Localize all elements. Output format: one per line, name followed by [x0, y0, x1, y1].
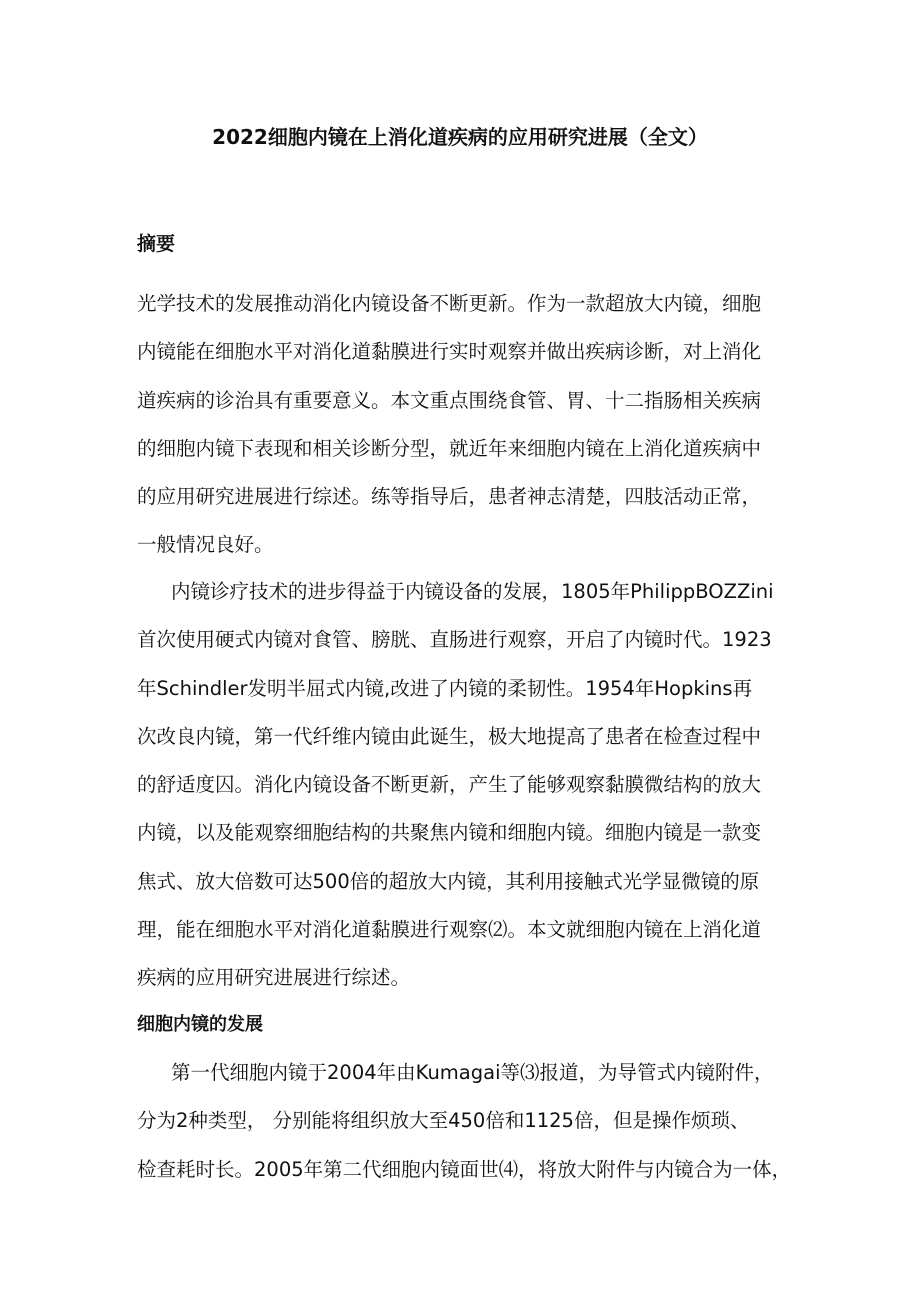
text-line: 首次使用硬式内镜对食管、膀胱、直肠进行观察，开启了内镜时代。1923: [137, 628, 772, 652]
intro-paragraph: [137, 568, 797, 1003]
text-line: 一般情况良好。: [137, 533, 274, 557]
section-heading: 细胞内镜的发展: [137, 1014, 263, 1035]
abstract-paragraph: [137, 280, 797, 570]
text-line: 的舒适度囚。消化内镜设备不断更新，产生了能够观察黏膜微结构的放大: [137, 773, 762, 797]
text-line: 内镜能在细胞水平对消化道黏膜进行实时观察并做出疾病诊断，对上消化: [137, 340, 762, 364]
text-line: 理，能在细胞水平对消化道黏膜进行观察⑵。本文就细胞内镜在上消化道: [137, 918, 762, 942]
text-line: 疾病的应用研究进展进行综述。: [137, 966, 411, 990]
document-title: 2022细胞内镜在上消化道疾病的应用研究进展（全文）: [212, 125, 708, 149]
text-line: 内镜，以及能观察细胞结构的共聚焦内镜和细胞内镜。细胞内镜是一款变: [137, 821, 762, 845]
text-line: 次改良内镜，第一代纤维内镜由此诞生，极大地提高了患者在检查过程中: [137, 724, 762, 748]
text-line: 的应用研究进展进行综述。练等指导后，患者神志清楚，四肢活动正常，: [137, 485, 762, 509]
text-line: 第一代细胞内镜于2004年由Kumagai等⑶报道，为导管式内镜附件，: [171, 1061, 774, 1084]
abstract-heading: 摘要: [137, 233, 176, 255]
text-line: 分为2种类型， 分别能将组织放大至450倍和1125倍，但是操作烦琐、: [137, 1109, 750, 1133]
text-line: 内镜诊疗技术的进步得益于内镜设备的发展，1805年PhilippBOZZini: [171, 580, 774, 603]
text-line: 的细胞内镜下表现和相关诊断分型，就近年来细胞内镜在上消化道疾病中: [137, 436, 762, 460]
development-paragraph: [137, 1049, 797, 1194]
text-line: 光学技术的发展推动消化内镜设备不断更新。作为一款超放大内镜，细胞: [137, 292, 762, 315]
text-line: 焦式、放大倍数可达500倍的超放大内镜，其利用接触式光学显微镜的原: [137, 869, 760, 893]
text-line: 道疾病的诊治具有重要意义。本文重点围绕食管、胃、十二指肠相关疾病: [137, 388, 762, 412]
text-line: 检查耗时长。2005年第二代细胞内镜面世⑷，将放大附件与内镜合为一体，: [137, 1157, 792, 1181]
text-line: 年Schindler发明半屈式内镜,改进了内镜的柔韧性。1954年Hopkins再: [137, 676, 753, 700]
